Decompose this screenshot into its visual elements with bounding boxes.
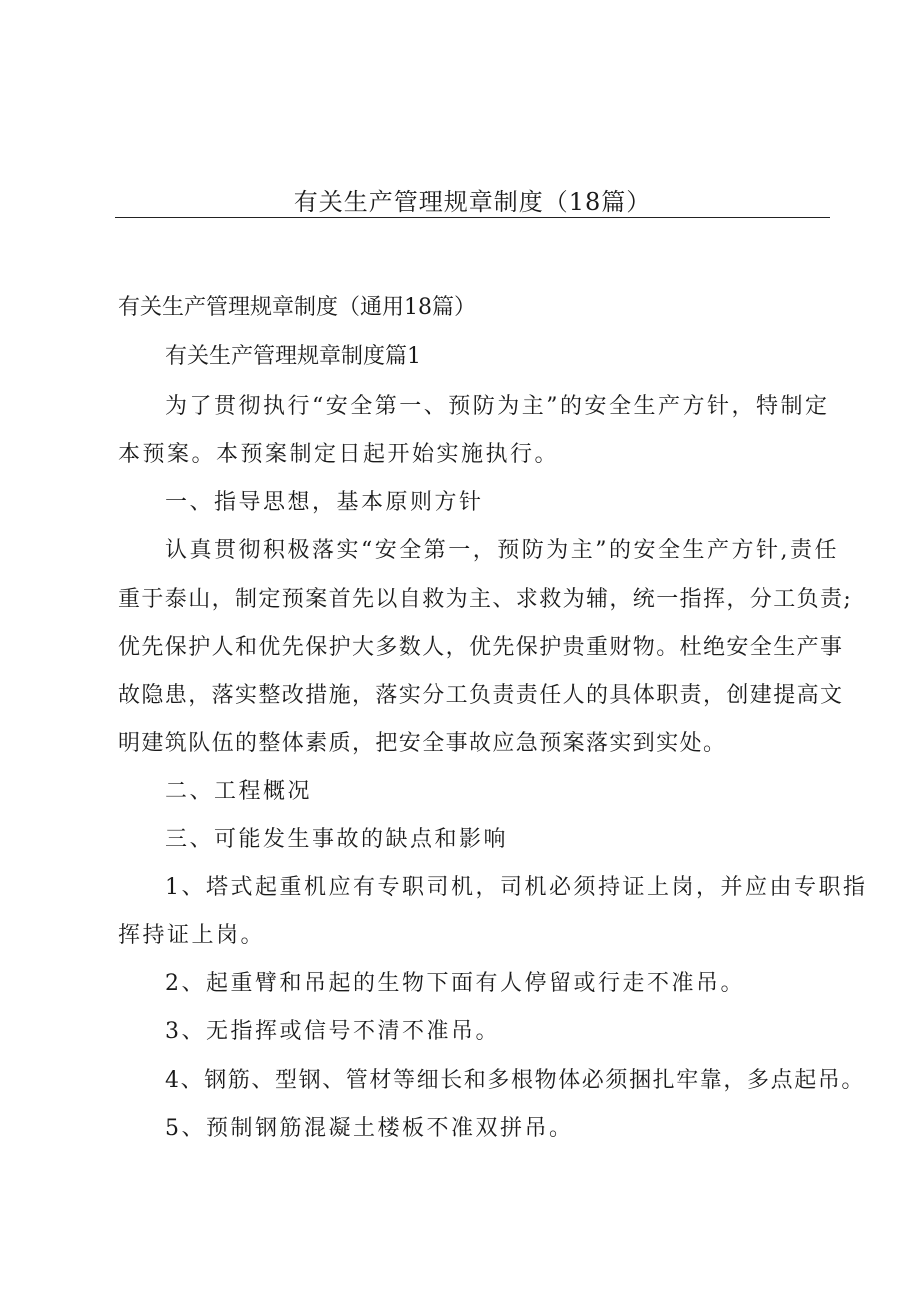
- paragraph-line: 为了贯彻执行“安全第一、预防为主”的安全生产方针，特制定: [165, 394, 830, 419]
- list-item: 5、预制钢筋混凝土楼板不准双拼吊。: [165, 1116, 574, 1141]
- document-title: 有关生产管理规章制度（18篇）: [293, 188, 652, 216]
- paragraph-line: 本预案。本预案制定日起开始实施执行。: [118, 442, 560, 467]
- paragraph-line: 明建筑队伍的整体素质，把安全事故应急预案落实到实处。: [118, 731, 727, 756]
- paragraph-line: 重于泰山，制定预案首先以自救为主、求救为辅，统一指挥，分工负责;: [118, 587, 853, 612]
- section-heading: 一、指导思想，基本原则方针: [165, 490, 484, 515]
- section-heading: 有关生产管理规章制度篇1: [165, 344, 421, 369]
- list-item: 2、起重臂和吊起的生物下面有人停留或行走不准吊。: [165, 971, 745, 996]
- list-item: 4、钢筋、型钢、管材等细长和多根物体必须捆扎牢靠，多点起吊。: [165, 1068, 865, 1093]
- subtitle-line: 有关生产管理规章制度（通用18篇）: [118, 295, 476, 320]
- section-heading: 三、可能发生事故的缺点和影响: [165, 827, 509, 852]
- list-item: 1、塔式起重机应有专职司机，司机必须持证上岗，并应由专职指: [165, 875, 868, 900]
- list-item: 3、无指挥或信号不清不准吊。: [165, 1019, 500, 1044]
- section-heading: 二、工程概况: [165, 779, 313, 804]
- title-underline: [115, 217, 830, 218]
- paragraph-line: 认真贯彻积极落实“安全第一，预防为主”的安全生产方针,责任: [165, 538, 839, 563]
- paragraph-line: 故隐患，落实整改措施，落实分工负责责任人的具体职责，创建提高文: [118, 683, 844, 708]
- paragraph-line: 挥持证上岗。: [118, 923, 266, 948]
- paragraph-line: 优先保护人和优先保护大多数人，优先保护贵重财物。杜绝安全生产事: [118, 635, 844, 660]
